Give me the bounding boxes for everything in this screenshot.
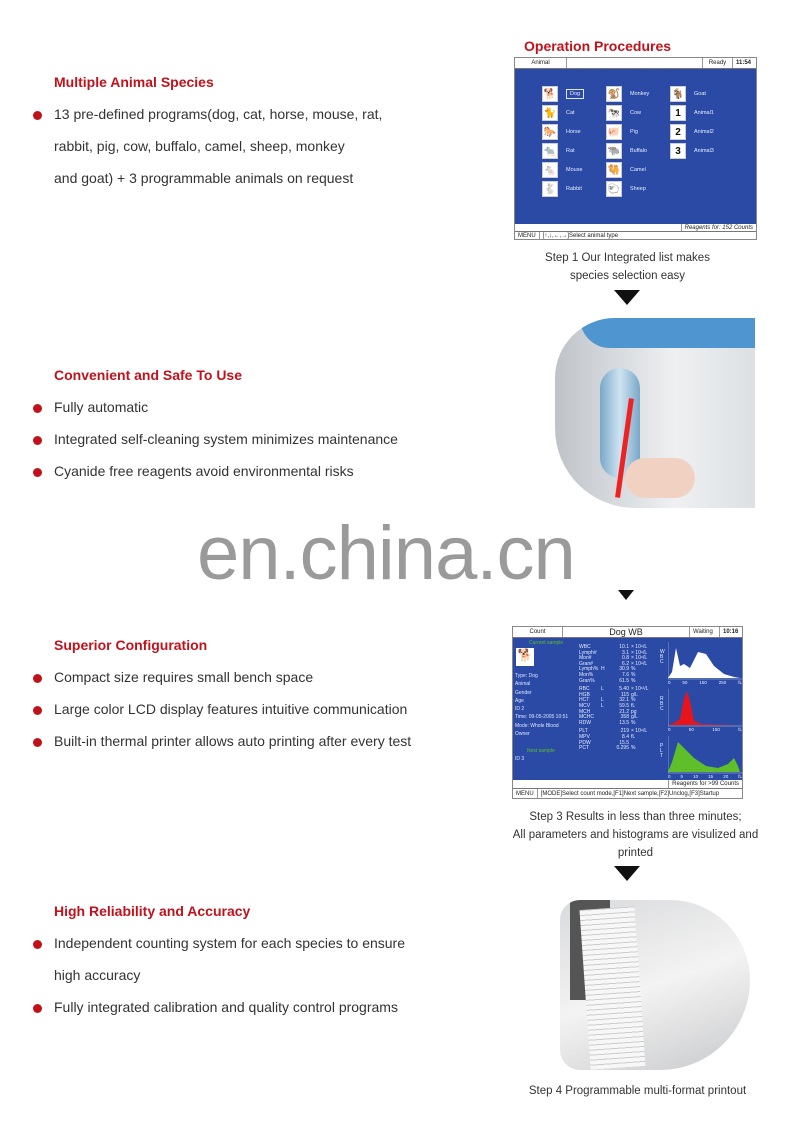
step3-line2: All parameters and histograms are visulized and printed <box>512 829 759 859</box>
param-flag: L <box>601 702 604 709</box>
info-line: Owner <box>515 731 530 738</box>
hist-tick: 5 <box>680 774 684 779</box>
section-title: Superior Configuration <box>54 637 208 653</box>
arrow-down-icon <box>614 866 640 881</box>
hist-label: RBC <box>660 696 664 712</box>
histogram-rbc <box>660 687 744 734</box>
dog-icon: 🐕 <box>516 648 534 666</box>
info-line: Type: Dog <box>515 673 538 679</box>
hint-text: [MODE]Select count mode,[F1]Next sample,[F2]Unclog,[F3]Startup <box>540 790 720 797</box>
animal-option[interactable] <box>606 162 646 178</box>
animal-icon: 🐖 <box>606 124 622 140</box>
info-line: Time: 09-05-2005 10:51 <box>515 714 569 721</box>
animal-name: Cow <box>630 110 642 116</box>
bullet-icon <box>33 468 42 477</box>
bullet-text: and goat) + 3 programmable animals on request <box>54 170 354 186</box>
param-unit: % <box>631 666 636 673</box>
animal-option[interactable] <box>606 124 638 140</box>
animal-name: Horse <box>566 129 581 135</box>
param-value: 115 <box>621 691 629 698</box>
animal-name: Cat <box>566 110 575 116</box>
animal-name: Mouse <box>566 167 583 173</box>
bullet-text: Large color LCD display features intuitive communication <box>54 701 408 717</box>
param-name: Mon% <box>579 671 594 678</box>
bullet-icon <box>33 404 42 413</box>
param-value: 7.6 <box>622 671 629 678</box>
reagents-label: Reagents for >99 Counts <box>668 780 742 788</box>
hist-tick: 250 <box>718 680 727 685</box>
animal-icon: 1 <box>670 105 686 121</box>
hist-tick: 0 <box>668 774 671 779</box>
animal-icon: 🐀 <box>542 143 558 159</box>
param-unit: × 10⁹/L <box>631 655 648 662</box>
param-unit: % <box>631 697 636 704</box>
param-unit: % <box>631 671 636 678</box>
bullet-icon <box>33 706 42 715</box>
param-flag <box>601 746 613 752</box>
hist-tick: 150 <box>712 727 720 732</box>
param-unit: × 10¹²/L <box>631 686 649 693</box>
hist-label: WBC <box>660 649 665 665</box>
next-id: ID 3 <box>515 756 525 762</box>
status-label: Waiting <box>690 627 720 637</box>
animal-name: Rat <box>566 148 575 154</box>
animal-name: Goat <box>694 91 706 97</box>
histograms <box>660 640 744 781</box>
animal-name: Dog <box>566 89 584 99</box>
animal-name: Camel <box>630 167 646 173</box>
animal-option[interactable] <box>542 105 575 121</box>
param-value: 358 <box>620 714 629 721</box>
hist-tick: fL <box>738 727 742 732</box>
bullet-text: high accuracy <box>54 967 141 983</box>
param-name: Mon# <box>579 655 592 662</box>
animal-name: Animal1 <box>694 110 714 116</box>
animal-icon: 🐇 <box>542 181 558 197</box>
animal-name: Monkey <box>630 91 650 97</box>
bullet-text: Cyanide free reagents avoid environmental risks <box>54 463 354 479</box>
param-unit: × 10⁹/L <box>631 660 648 667</box>
param-value: 8.4 <box>622 733 629 740</box>
param-name: PCT <box>579 745 589 752</box>
param-name: MCHC <box>579 714 594 721</box>
param-name: HGB <box>579 691 590 698</box>
param-value: 219 <box>620 728 629 735</box>
animal-icon: 🐈 <box>542 105 558 121</box>
step1-caption: Step 1 Our Integrated list makes species selection easy <box>545 252 710 282</box>
param-name: HCT <box>579 697 590 704</box>
animal-name: Buffalo <box>630 148 648 154</box>
bullet-icon <box>33 111 42 120</box>
sample-info <box>515 672 568 738</box>
param-name: PLT <box>579 728 588 735</box>
step3-caption <box>508 808 763 862</box>
param-name: Lymph% <box>579 666 599 673</box>
hist-tick: 20 <box>723 774 729 779</box>
bullet-text: Compact size requires small bench space <box>54 669 314 685</box>
param-name: WBC <box>579 644 591 650</box>
hist-curve <box>668 691 740 725</box>
animal-option[interactable] <box>542 162 583 178</box>
param-value: 30.9 <box>619 666 629 673</box>
animal-icon: 🐐 <box>670 86 686 102</box>
param-value: 10.1 <box>619 644 629 650</box>
bullet-icon <box>33 738 42 747</box>
param-flag: L <box>601 686 604 693</box>
bullet-icon <box>33 674 42 683</box>
current-sample-label: Current sample <box>529 640 564 646</box>
section-title: Multiple Animal Species <box>54 74 214 90</box>
param-value: 0.295 <box>616 745 629 752</box>
histogram-wbc <box>660 640 744 687</box>
animal-icon: 🐒 <box>606 86 622 102</box>
results-screen <box>512 626 743 799</box>
bullet-text: Fully automatic <box>54 399 149 415</box>
animal-option[interactable] <box>670 124 714 140</box>
animal-option[interactable] <box>606 143 647 159</box>
animal-option[interactable] <box>670 86 706 102</box>
param-name: Lymph# <box>579 649 597 656</box>
param-flag <box>601 721 613 727</box>
param-name: RDW <box>579 719 591 726</box>
animal-icon: 🐎 <box>542 124 558 140</box>
time-label: 10:16 <box>723 629 739 635</box>
param-unit: % <box>631 677 636 684</box>
analyzer-photo <box>555 318 755 508</box>
animal-icon: 3 <box>670 143 686 159</box>
param-unit: × 10⁹/L <box>631 649 648 656</box>
param-unit: × 10⁹/L <box>631 644 648 650</box>
hist-label: PLT <box>660 743 664 759</box>
hist-tick: 15 <box>708 774 714 779</box>
param-row <box>579 721 659 727</box>
bullet-icon <box>33 940 42 949</box>
param-flag: L <box>601 697 604 704</box>
mode-label: Animal <box>515 58 567 68</box>
menu-button[interactable]: MENU <box>515 232 540 240</box>
animal-option[interactable] <box>606 86 649 102</box>
info-line: Age <box>515 697 524 704</box>
hist-tick: 0 <box>668 727 671 732</box>
param-unit: % <box>631 719 636 726</box>
param-row <box>579 679 659 685</box>
param-value: 13.5 <box>619 719 629 726</box>
watermark: en.china.cn <box>197 511 575 596</box>
animal-option[interactable] <box>542 86 584 102</box>
hist-tick: 0 <box>668 680 671 685</box>
param-unit: g/L <box>631 691 638 698</box>
menu-button[interactable]: MENU <box>513 789 538 798</box>
step3-line1: Step 3 Results in less than three minutes; <box>529 811 742 823</box>
mode-label: Count <box>513 627 563 637</box>
bullet-icon <box>33 1004 42 1013</box>
param-unit: × 10⁹/L <box>631 728 648 735</box>
animal-name: Animal3 <box>694 148 714 154</box>
arrow-down-icon <box>614 290 640 305</box>
arrow-down-icon <box>618 590 634 600</box>
procedures-title: Operation Procedures <box>524 38 672 54</box>
hist-tick: fL <box>738 680 742 685</box>
info-line: Gender <box>515 689 532 696</box>
animal-icon: 🐁 <box>542 162 558 178</box>
bullet-text: Fully integrated calibration and quality control programs <box>54 999 398 1015</box>
param-unit: % <box>631 745 636 752</box>
param-row <box>579 746 659 752</box>
param-flag: H <box>601 666 605 673</box>
animal-icon: 🐑 <box>606 181 622 197</box>
bullet-text: Independent counting system for each species to ensure <box>54 935 405 951</box>
param-unit: pg <box>631 708 637 715</box>
reagents-label: Reagents for: 152 Counts <box>681 224 756 231</box>
status-label: Ready <box>703 58 733 68</box>
animal-icon: 🐫 <box>606 162 622 178</box>
param-unit: fL <box>631 702 636 709</box>
param-name: MPV <box>579 733 590 740</box>
next-sample-label: Next sample <box>527 748 555 754</box>
param-value: 5.40 <box>619 686 629 693</box>
animal-name: Rabbit <box>566 186 582 192</box>
param-value: 15.5 <box>619 739 629 746</box>
param-value: 59.5 <box>619 702 629 709</box>
param-flag <box>601 679 613 685</box>
animal-option[interactable] <box>670 105 714 121</box>
bullet-text: rabbit, pig, cow, buffalo, camel, sheep, monkey <box>54 138 345 154</box>
animal-option[interactable] <box>542 143 575 159</box>
hist-tick: 10 <box>693 774 699 779</box>
hist-tick: 50 <box>688 727 694 732</box>
hist-curve <box>668 742 740 772</box>
animal-option[interactable] <box>542 124 581 140</box>
animal-icon: 🐕 <box>542 86 558 102</box>
results-panel <box>513 638 742 780</box>
animal-icon: 🐃 <box>606 143 622 159</box>
hist-curve <box>668 648 740 678</box>
param-value: 0.8 <box>622 655 629 662</box>
animal-option[interactable] <box>606 181 646 197</box>
animal-option[interactable] <box>542 181 582 197</box>
bullet-text: Integrated self-cleaning system minimizes maintenance <box>54 431 398 447</box>
param-name: MCH <box>579 708 591 715</box>
param-unit: fL <box>631 733 636 740</box>
info-line: ID 2 <box>515 706 525 713</box>
param-name: PDW <box>579 739 591 746</box>
section-title: Convenient and Safe To Use <box>54 367 242 383</box>
animal-option[interactable] <box>670 143 714 159</box>
time-label: 11:54 <box>736 60 752 66</box>
animal-name: Sheep <box>630 186 646 192</box>
histogram-plt <box>660 734 744 781</box>
bullet-text: 13 pre-defined programs(dog, cat, horse, mouse, rat, <box>54 106 383 122</box>
animal-option[interactable] <box>606 105 641 121</box>
bullet-icon <box>33 436 42 445</box>
param-name: RBC <box>579 686 590 693</box>
animal-grid <box>515 69 756 224</box>
animal-select-screen <box>514 57 757 240</box>
animal-icon: 2 <box>670 124 686 140</box>
hint-text: [↑,↓,←,→]Select animal type <box>542 233 619 239</box>
info-line: Animal <box>515 681 531 688</box>
param-value: 3.1 <box>622 649 629 656</box>
param-unit: g/L <box>631 714 638 721</box>
param-name: Gran# <box>579 660 593 667</box>
hist-tick: 150 <box>699 680 707 685</box>
hist-tick: fL <box>738 774 742 779</box>
bullet-text: Built-in thermal printer allows auto printing after every test <box>54 733 412 749</box>
param-name: MCV <box>579 702 591 709</box>
param-value: 21.2 <box>619 708 629 715</box>
info-line: Mode: Whole Blood <box>515 722 559 729</box>
animal-name: Pig <box>630 129 638 135</box>
param-value: 6.2 <box>622 660 629 667</box>
param-value: 32.1 <box>619 697 629 704</box>
animal-name: Animal2 <box>694 129 714 135</box>
param-name: Gran% <box>579 677 595 684</box>
step4-caption: Step 4 Programmable multi-format printout <box>528 1085 747 1097</box>
section-title: High Reliability and Accuracy <box>54 903 251 919</box>
printer-photo <box>560 900 750 1070</box>
param-value: 61.5 <box>619 677 629 684</box>
parameter-table <box>579 645 659 752</box>
hist-tick: 50 <box>682 680 688 685</box>
animal-icon: 🐄 <box>606 105 622 121</box>
sample-title: Dog WB <box>563 627 690 637</box>
